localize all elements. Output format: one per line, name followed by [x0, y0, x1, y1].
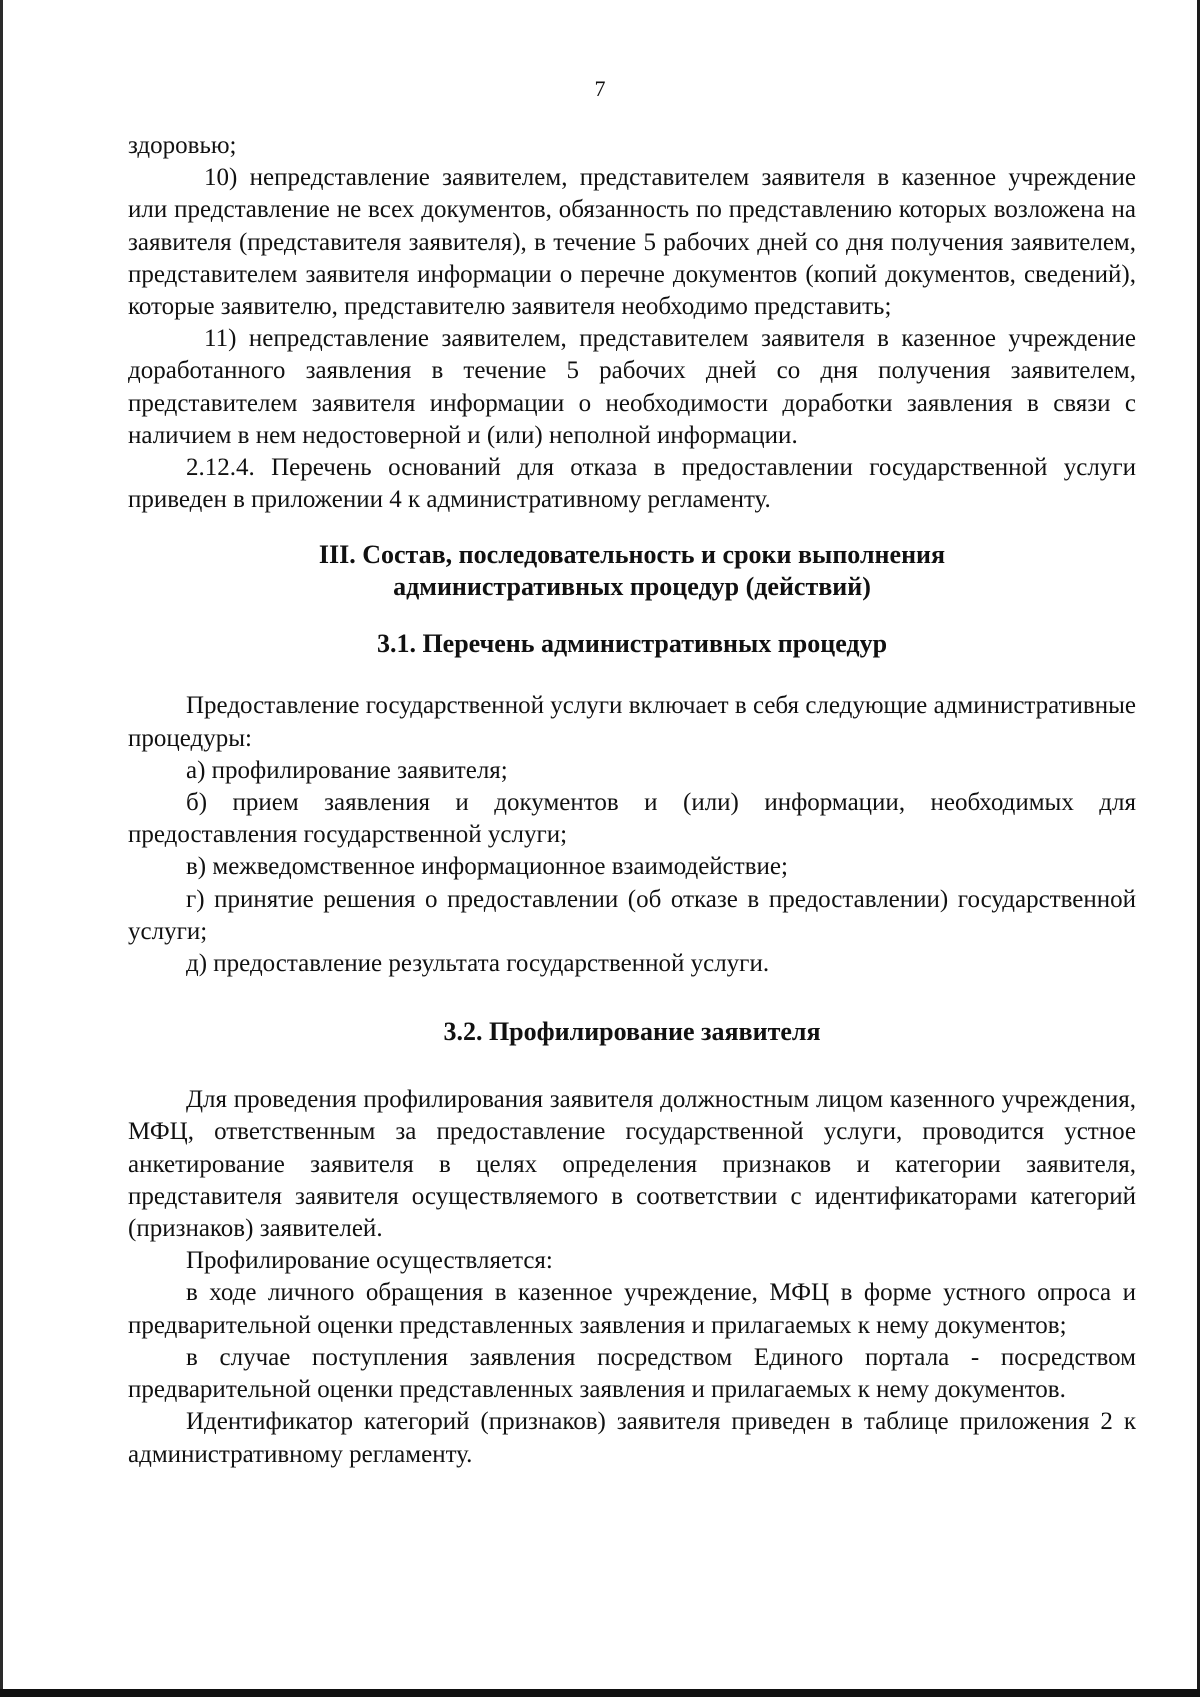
- subsection-heading-3-2: 3.2. Профилирование заявителя: [443, 1017, 821, 1047]
- section-heading: [128, 539, 1136, 603]
- section-heading-line-2: административных процедур (действий): [393, 572, 871, 602]
- list-item-v: в) межведомственное информационное взаимодействие;: [186, 853, 788, 881]
- list-item-11: 11) непредставление заявителем, представителем заявителя в казенное учреждение доработанного заявления в течение 5 рабочих дней со дня получения заявителем, представителем заявителя информации о необходимости доработки заявления в связи с наличием в нем недостоверной и (или) неполной информации.: [128, 325, 1136, 449]
- list-item-10: 10) непредставление заявителем, представителем заявителя в казенное учреждение или представление не всех документов, обязанность по представлению которых возложена на заявителя (представителя заявителя), в течение 5 рабочих дней со дня получения заявителем, представителем заявителя информации о перечне документов (копий документов, сведений), которые заявителю, представителю заявителя необходимо представить;: [128, 164, 1136, 321]
- page-number: 7: [594, 76, 606, 101]
- paragraph: Предоставление государственной услуги включает в себя следующие административные процедуры:: [128, 692, 1136, 752]
- scan-bottom-edge: [0, 1689, 1200, 1697]
- paragraph: здоровью;: [128, 132, 237, 159]
- subsection-heading-3-1: 3.1. Перечень административных процедур: [376, 629, 888, 659]
- list-item-g: г) принятие решения о предоставлении (об отказе в предоставлении) государственной услуги;: [128, 885, 1136, 945]
- section-heading-line-1: III. Состав, последовательность и сроки выполнения: [318, 540, 946, 570]
- paragraph: в ходе личного обращения в казенное учреждение, МФЦ в форме устного опроса и предварительной оценки представленных заявления и прилагаемых к нему документов;: [128, 1279, 1136, 1339]
- list-item-b: б) прием заявления и документов и (или) информации, необходимых для предоставления государственной услуги;: [128, 789, 1136, 849]
- document-body: [128, 130, 1136, 1471]
- paragraph-2-12-4: 2.12.4. Перечень оснований для отказа в предоставлении государственной услуги приведен в приложении 4 к административному регламенту.: [128, 454, 1136, 514]
- scan-left-edge: [0, 0, 3, 1697]
- paragraph: Идентификатор категорий (признаков) заявителя приведен в таблице приложения 2 к административному регламенту.: [128, 1408, 1136, 1468]
- paragraph: Профилирование осуществляется:: [186, 1247, 553, 1275]
- paragraph: Для проведения профилирования заявителя должностным лицом казенного учреждения, МФЦ, ответственным за предоставление государственной услуги, проводится устное анкетирование заявителя в целях определения признаков и категории заявителя, представителя заявителя осуществляемого в соответствии с идентификаторами категорий (признаков) заявителей.: [128, 1086, 1136, 1243]
- list-item-a: а) профилирование заявителя;: [186, 756, 508, 784]
- list-item-d: д) предоставление результата государственной услуги.: [186, 950, 770, 978]
- paragraph: в случае поступления заявления посредством Единого портала - посредством предварительной оценки представленных заявления и прилагаемых к нему документов.: [128, 1343, 1136, 1404]
